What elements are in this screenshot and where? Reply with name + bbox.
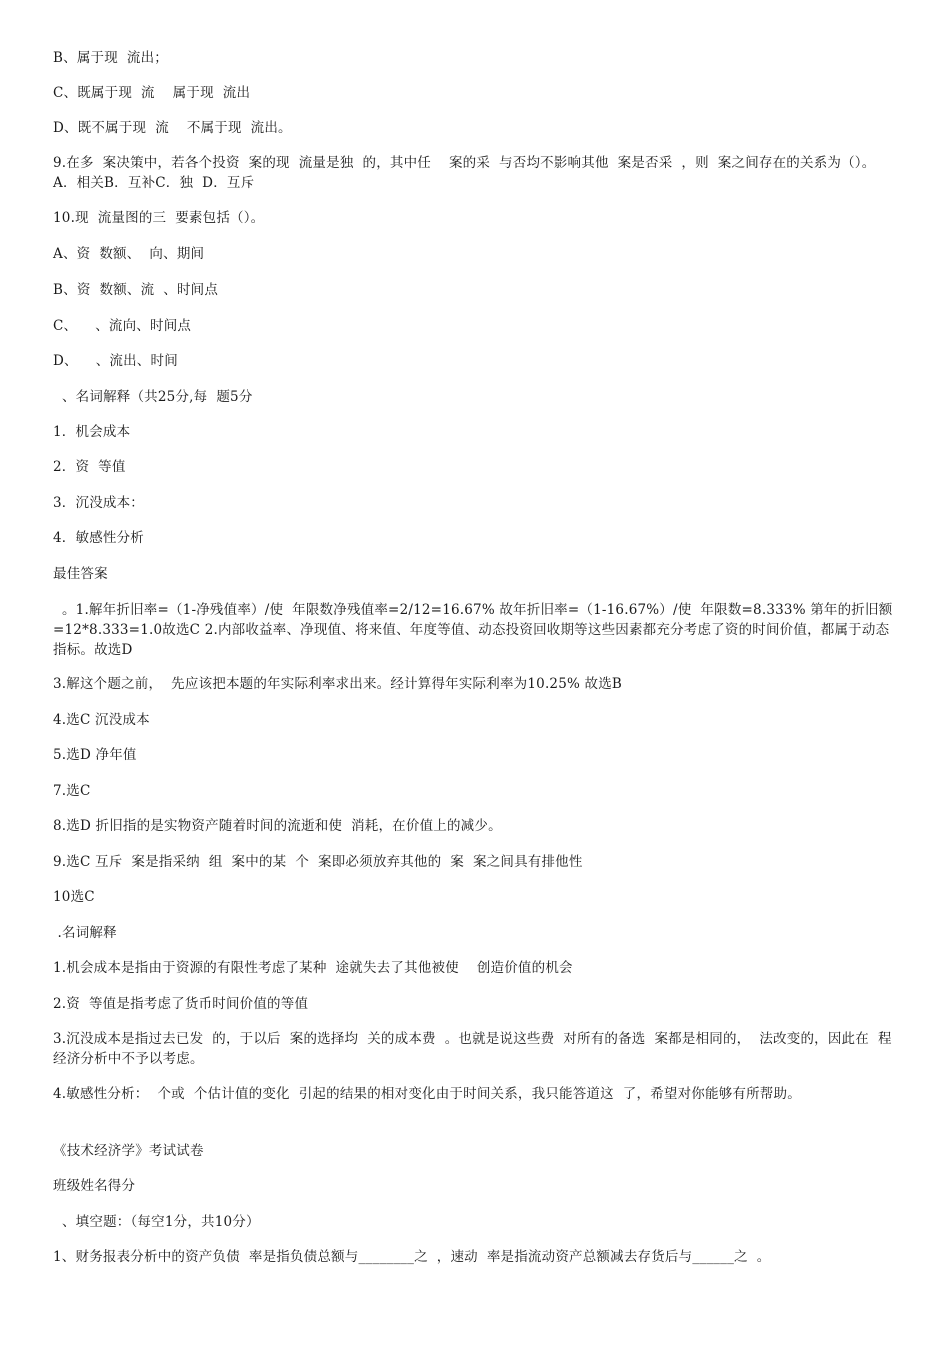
term-answer-1: 1.机会成本是指由于资源的有限性考虑了某种 途就失去了其他被使 创造价值的机会 — [53, 960, 573, 976]
term-3: 3．沉没成本： — [53, 495, 144, 511]
q10-option-c: C、 、流向、时间点 — [53, 318, 192, 334]
exam-title: 《技术经济学》考试试卷 — [53, 1143, 204, 1159]
class-name-score-line: 班级姓名得分 — [53, 1178, 136, 1194]
answer-4: 4.选C 沉没成本 — [53, 712, 150, 728]
option-b: B、属于现 流出； — [53, 50, 169, 66]
answer-1-2: 。1.解年折旧率=（1-净残值率）/使 年限数净残值率=2/12=16.67% 故年折旧率=（1-16.67%）/使 年限数=8.333% 第年的折旧额=12*8.333=1.0故选C 2.内部收益率、净现值、将来值、年度等值、动态投资回收期等这些因素都充分考虑了资的时间价值，都属于动态指标。故选D — [53, 602, 893, 658]
question-10: 10.现 流量图的三 要素包括（）。 — [53, 210, 265, 226]
q10-option-b: B、资 数额、流 、时间点 — [53, 282, 219, 298]
answer-9: 9.选C 互斥 案是指采纳 组 案中的某 个 案即必须放弃其他的 案 案之间具有排他性 — [53, 854, 583, 870]
term-4: 4．敏感性分析 — [53, 530, 144, 546]
terms-answers-heading: .名词解释 — [53, 925, 117, 941]
question-9: 9.在多 案决策中，若各个投资 案的现 流量是独 的，其中任 案的采 与否均不影响其他 案是否采 ，则 案之间存在的关系为（）。A．相关B．互补C．独 D．互斥 — [53, 155, 876, 191]
answer-10: 10选C — [53, 889, 95, 905]
term-answer-4: 4.敏感性分析： 个或 个估计值的变化 引起的结果的相对变化由于时间关系，我只能答道这 了，希望对你能够有所帮助。 — [53, 1086, 801, 1102]
q10-option-a: A、资 数额、 向、期间 — [53, 246, 205, 262]
fill-blank-question-1: 1、财务报表分析中的资产负债 率是指负债总额与________之 ，速动 率是指流动资产总额减去存货后与______之 。 — [53, 1249, 771, 1265]
answer-5: 5.选D 净年值 — [53, 747, 137, 763]
answer-3: 3.解这个题之前， 先应该把本题的年实际利率求出来。经计算得年实际利率为10.25% 故选B — [53, 676, 623, 692]
term-2: 2．资 等值 — [53, 459, 126, 475]
section-heading-terms: 、名词解释（共25分,每 题5分 — [53, 389, 253, 405]
option-d: D、既不属于现 流 不属于现 流出。 — [53, 120, 292, 136]
answer-7: 7.选C — [53, 783, 91, 799]
option-c: C、既属于现 流 属于现 流出 — [53, 85, 251, 101]
term-answer-3: 3.沉没成本是指过去已发 的，于以后 案的选择均 关的成本费 。也就是说这些费 对所有的备选 案都是相同的， 法改变的，因此在 程经济分析中不予以考虑。 — [53, 1031, 892, 1067]
term-answer-2: 2.资 等值是指考虑了货币时间价值的等值 — [53, 996, 309, 1012]
fill-blank-heading: 、填空题：（每空1分，共10分） — [53, 1214, 260, 1230]
term-1: 1．机会成本 — [53, 424, 131, 440]
q10-option-d: D、 、流出、时间 — [53, 353, 178, 369]
best-answer-heading: 最佳答案 — [53, 566, 108, 582]
answer-8: 8.选D 折旧指的是实物资产随着时间的流逝和使 消耗，在价值上的减少。 — [53, 818, 502, 834]
